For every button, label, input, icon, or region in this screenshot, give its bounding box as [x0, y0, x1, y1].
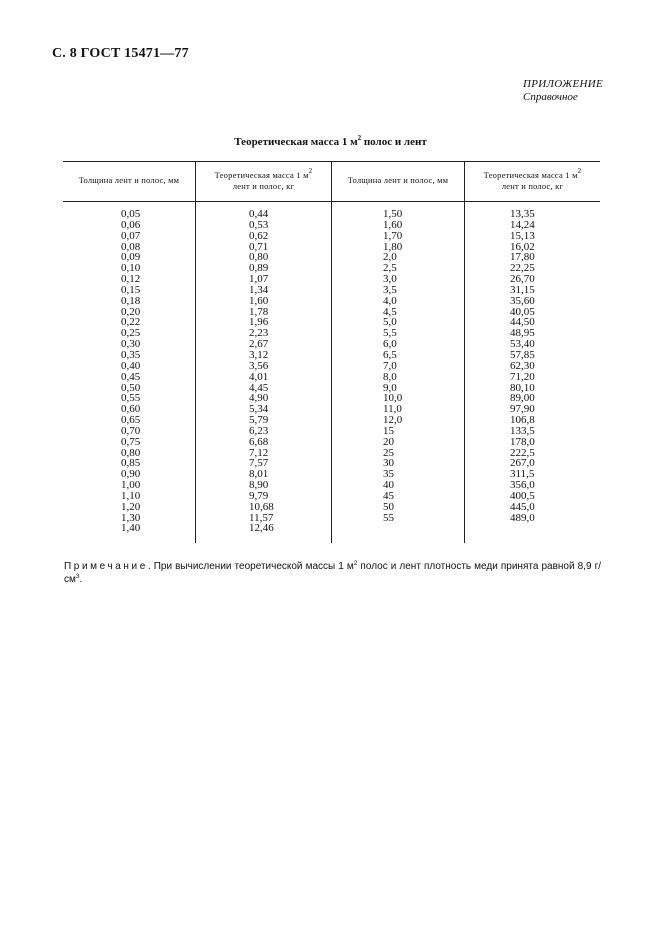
table-cell: 40 [383, 479, 394, 492]
table-cell: 5,34 [249, 403, 269, 416]
table-cell: 4,45 [249, 381, 269, 394]
table-cell: 1,00 [121, 479, 141, 492]
table-cell: 1,07 [249, 273, 269, 286]
header-mass-1 [196, 161, 331, 200]
header-thickness-2: Толщина лент и полос, мм [347, 175, 449, 185]
header-mass-1-sup: 2 [308, 166, 313, 175]
table-cell: 5,5 [383, 327, 397, 340]
header-mass-2-line2: лент и полос, кг [501, 180, 564, 191]
table-cell: 0,10 [121, 262, 141, 275]
table-cell: 1,10 [121, 489, 141, 502]
table-cell: 11,57 [249, 511, 274, 524]
table-cell: 16,02 [510, 240, 535, 253]
table-cell: 489,0 [510, 511, 535, 524]
column-mass-1 [249, 209, 309, 534]
table-cell: 53,40 [510, 338, 535, 351]
table-cell: 0,65 [121, 414, 141, 427]
note-text-3: . [79, 574, 83, 585]
appendix-sublabel: Справочное [523, 91, 578, 103]
header-mass-2 [465, 161, 600, 200]
note-paragraph [64, 560, 601, 586]
table-cell: 9,0 [383, 381, 397, 394]
table-cell: 1,34 [249, 283, 269, 296]
table-cell: 7,12 [249, 446, 269, 459]
table-cell: 5,0 [383, 316, 397, 329]
table-cell: 0,80 [121, 446, 141, 459]
table-cell: 2,67 [249, 338, 269, 351]
table-cell: 15,13 [510, 229, 535, 242]
column-divider [464, 161, 465, 543]
table-title-text: Теоретическая масса 1 м [234, 136, 358, 148]
table-cell: 0,07 [121, 229, 141, 242]
column-thickness-2 [383, 209, 443, 523]
table-cell: 445,0 [510, 500, 535, 513]
table-cell: 106,8 [510, 414, 535, 427]
column-thickness-1 [121, 209, 181, 534]
table-cell: 0,30 [121, 338, 141, 351]
table-cell: 356,0 [510, 479, 535, 492]
table-cell: 31,15 [510, 283, 535, 296]
table-cell: 6,68 [249, 435, 269, 448]
table-cell: 222,5 [510, 446, 535, 459]
table-cell: 11,0 [383, 403, 402, 416]
table-cell: 17,80 [510, 251, 535, 264]
table-cell: 0,70 [121, 424, 141, 437]
table-cell: 9,79 [249, 489, 269, 502]
table-cell: 0,35 [121, 348, 141, 361]
table-cell: 1,20 [121, 500, 141, 513]
table-cell: 35 [383, 468, 394, 481]
appendix-label: ПРИЛОЖЕНИЕ [523, 78, 603, 90]
table-cell: 26,70 [510, 273, 535, 286]
table-cell: 40,05 [510, 305, 535, 318]
table-title-sup: 2 [357, 134, 362, 142]
header-mass-2-sup: 2 [577, 166, 582, 175]
table-cell: 2,0 [383, 251, 397, 264]
table-cell: 1,60 [383, 218, 403, 231]
appendix-label-block [523, 78, 603, 104]
table-cell: 30 [383, 457, 394, 470]
table-cell: 12,46 [249, 522, 274, 535]
table-cell: 1,60 [249, 294, 269, 307]
table-cell: 3,5 [383, 283, 397, 296]
table-cell: 15 [383, 424, 394, 437]
note-sup-2: 3 [75, 573, 80, 580]
table-cell: 7,0 [383, 359, 397, 372]
table-title [0, 136, 661, 148]
column-divider [195, 161, 196, 543]
table-cell: 133,5 [510, 424, 535, 437]
table-cell: 0,20 [121, 305, 141, 318]
table-cell: 311,5 [510, 468, 535, 481]
table-cell: 0,50 [121, 381, 141, 394]
table-cell: 7,57 [249, 457, 269, 470]
table-cell: 25 [383, 446, 394, 459]
table-cell: 4,90 [249, 392, 269, 405]
table-cell: 0,18 [121, 294, 141, 307]
table-cell: 1,80 [383, 240, 403, 253]
table-cell: 71,20 [510, 370, 535, 383]
table-cell: 4,5 [383, 305, 397, 318]
note-text-2: полос и лент плотность меди принята равной 8,9 г/см [64, 561, 601, 585]
header-mass-1-line1: Теоретическая масса 1 м [214, 169, 309, 180]
header-thickness-1: Толщина лент и полос, мм [78, 175, 180, 185]
column-divider [331, 161, 332, 543]
table-cell: 2,23 [249, 327, 269, 340]
note-label: Примечание [64, 561, 148, 572]
table-cell: 45 [383, 489, 394, 502]
header-mass-2-line1: Теоретическая масса 1 м [483, 169, 578, 180]
table-cell: 1,50 [383, 208, 403, 220]
table-cell: 55 [383, 511, 394, 524]
table-cell: 0,09 [121, 251, 141, 264]
table-cell: 0,25 [121, 327, 141, 340]
table-cell: 10,0 [383, 392, 403, 405]
table-cell: 6,0 [383, 338, 397, 351]
table-cell: 0,15 [121, 283, 141, 296]
table-cell: 0,80 [249, 251, 269, 264]
table-cell: 2,5 [383, 262, 397, 275]
table-cell: 20 [383, 435, 394, 448]
page-header: С. 8 ГОСТ 15471—77 [52, 46, 189, 61]
note-text-1: . При вычислении теоретической массы 1 м [147, 561, 354, 572]
table-cell: 1,40 [121, 522, 141, 535]
table-cell: 44,50 [510, 316, 535, 329]
table-cell: 0,62 [249, 229, 269, 242]
table-cell: 8,01 [249, 468, 269, 481]
table-cell: 0,40 [121, 359, 141, 372]
note-sup-1: 2 [353, 560, 358, 567]
table-cell: 0,05 [121, 208, 141, 220]
table-cell: 50 [383, 500, 394, 513]
table-cell: 22,25 [510, 262, 535, 275]
table-cell: 8,0 [383, 370, 397, 383]
table-cell: 1,78 [249, 305, 269, 318]
table-cell: 4,01 [249, 370, 269, 383]
column-mass-2 [510, 209, 570, 523]
table-cell: 0,45 [121, 370, 141, 383]
table-cell: 57,85 [510, 348, 535, 361]
table-cell: 0,90 [121, 468, 141, 481]
table-cell: 0,71 [249, 240, 269, 253]
table-cell: 3,12 [249, 348, 269, 361]
table-cell: 1,70 [383, 229, 403, 242]
table-cell: 35,60 [510, 294, 535, 307]
table-cell: 6,23 [249, 424, 269, 437]
table-cell: 1,96 [249, 316, 269, 329]
table-cell: 0,55 [121, 392, 141, 405]
table-cell: 3,56 [249, 359, 269, 372]
table-cell: 4,0 [383, 294, 397, 307]
table-cell: 400,5 [510, 489, 535, 502]
table-cell: 0,08 [121, 240, 141, 253]
table-cell: 14,24 [510, 218, 535, 231]
table-cell: 5,79 [249, 414, 269, 427]
table-cell: 0,85 [121, 457, 141, 470]
table-cell: 80,10 [510, 381, 535, 394]
table-cell: 3,0 [383, 273, 397, 286]
table-cell: 0,12 [121, 273, 141, 286]
table-cell: 0,44 [249, 208, 269, 220]
table-cell: 178,0 [510, 435, 535, 448]
header-mass-1-line2: лент и полос, кг [232, 180, 295, 191]
table-cell: 8,90 [249, 479, 269, 492]
table-cell: 0,60 [121, 403, 141, 416]
table-cell: 0,22 [121, 316, 141, 329]
table-cell: 10,68 [249, 500, 274, 513]
table-cell: 13,35 [510, 208, 535, 220]
table-cell: 48,95 [510, 327, 535, 340]
table-title-rest: полос и лент [361, 136, 427, 148]
table-cell: 62,30 [510, 359, 535, 372]
table-cell: 1,30 [121, 511, 141, 524]
table-cell: 0,89 [249, 262, 269, 275]
table-cell: 0,06 [121, 218, 141, 231]
table-cell: 0,75 [121, 435, 141, 448]
table-cell: 267,0 [510, 457, 535, 470]
table-cell: 89,00 [510, 392, 535, 405]
table-cell: 97,90 [510, 403, 535, 416]
table-cell: 12,0 [383, 414, 403, 427]
table-cell: 0,53 [249, 218, 269, 231]
table-cell: 6,5 [383, 348, 397, 361]
